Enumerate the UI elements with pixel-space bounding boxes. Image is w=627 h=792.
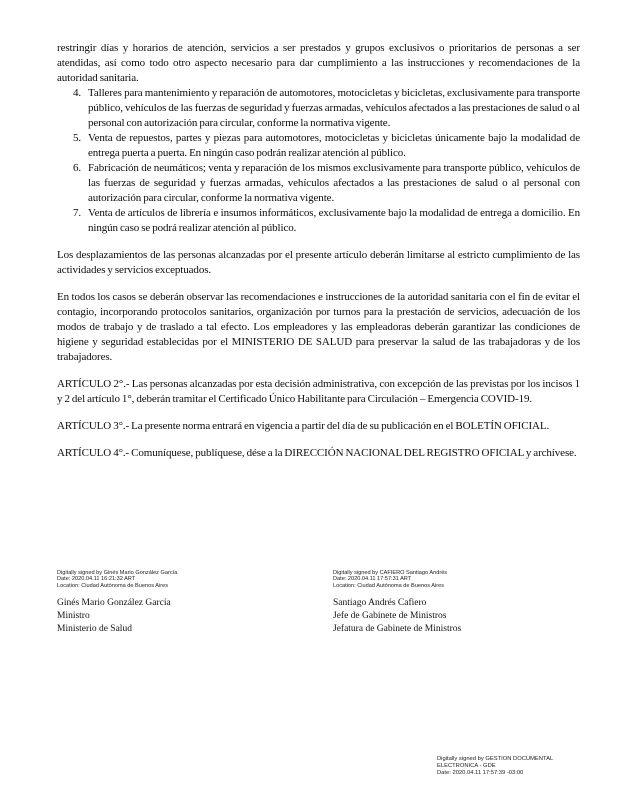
list-item-6 [57, 161, 580, 206]
document-body [57, 41, 580, 461]
signature-stamp-line: Date: 2020.04.11 17:57:31 ART [333, 576, 412, 583]
paragraph-recomendaciones: En todos los casos se deberán observar las recomendaciones e instrucciones de la autoridad sanitaria con el fin de evitar el contagio, incorporando protocolos sanitarios, organización por turnos para la prestación de servicios, adecuación de los modos de trabajo y de traslado a tal efecto. Los empleadores y las empleadoras deberán garantizar las condiciones de higiene y seguridad establecidas por el MINISTERIO DE SALUD para preservar la salud de las trabajadoras y de los trabajadores. [57, 291, 580, 363]
list-item-7-number: 7. [73, 207, 82, 219]
paragraph-articulo-2: ARTÍCULO 2°.- Las personas alcanzadas por esta decisión administrativa, con excepción de las previstas por los incisos 1 y 2 del artículo 1°, deberán tramitar el Certificado Único Habilitante para Circulación – Emergencia COVID-19. [57, 378, 580, 405]
gde-stamp-line: Digitally signed by GESTION DOCUMENTAL [437, 756, 554, 762]
list-item-5 [57, 131, 580, 161]
list-item-4-number: 4. [73, 87, 82, 99]
gde-stamp-line: ELECTRONICA - GDE [437, 763, 496, 769]
signature-stamp-line: Digitally signed by CAFIERO Santiago Andrés [333, 570, 448, 576]
list-item-6-text: Fabricación de neumáticos; venta y reparación de los mismos exclusivamente para transporte público, vehículos de las fuerzas de seguridad y fuerzas armadas, vehículos afectados a las prestaciones de salud o al personal con autorización para circular, conforme la normativa vigente. [88, 162, 580, 204]
paragraph-articulo-4: ARTÍCULO 4°.- Comuníquese, publíquese, dése a la DIRECCIÓN NACIONAL DEL REGISTRO OFICIAL y archívese. [57, 447, 577, 459]
paragraph-continuation: restringir días y horarios de atención, servicios a ser prestados y grupos exclusivos o prioritarios de personas a ser atendidas, así como todo otro aspecto necesario para dar cumplimiento a las instrucciones y recomendaciones de la autoridad sanitaria. [57, 42, 580, 84]
signer-name: Ginés Mario González García [57, 598, 171, 609]
paragraph-articulo-3: ARTÍCULO 3°.- La presente norma entrará en vigencia a partir del día de su publicación en el BOLETÍN OFICIAL. [57, 420, 550, 432]
signer-org: Ministerio de Salud [57, 624, 132, 635]
list-item-4 [57, 86, 580, 131]
signature-block-cafiero [333, 570, 573, 636]
numbered-list [57, 86, 580, 236]
list-item-7-text: Venta de artículos de librería e insumos informáticos, exclusivamente bajo la modalidad de entrega a domicilio. En ningún caso se podrá realizar atención al público. [88, 207, 580, 234]
list-item-7 [57, 206, 580, 236]
gde-digital-signature-stamp [437, 756, 607, 777]
signature-stamp-line: Digitally signed by Ginés Mario González García [57, 570, 178, 576]
signature-stamp-line: Location: Ciudad Autónoma de Buenos Aires [57, 582, 169, 589]
signer-role: Ministro [57, 611, 90, 622]
signature-block-gonzalez-garcia [57, 570, 297, 636]
list-item-4-text: Talleres para mantenimiento y reparación de automotores, motocicletas y bicicletas, exclusivamente para transporte público, vehículos de las fuerzas de seguridad y fuerzas armadas, vehículos afectados a las prestaciones de salud o al personal con autorización para circular, conforme la normativa vigente. [88, 87, 580, 129]
signer-name: Santiago Andrés Cafiero [333, 598, 427, 609]
list-item-6-number: 6. [73, 162, 82, 174]
paragraph-desplazamientos: Los desplazamientos de las personas alcanzadas por el presente artículo deberán limitarse al estricto cumplimiento de las actividades y servicios exceptuados. [57, 249, 580, 276]
list-item-5-number: 5. [73, 132, 82, 144]
list-item-5-text: Venta de repuestos, partes y piezas para automotores, motocicletas y bicicletas únicamente bajo la modalidad de entrega puerta a puerta. En ningún caso podrán realizar atención al público. [88, 132, 580, 159]
signer-role: Jefe de Gabinete de Ministros [333, 611, 447, 622]
signature-stamp-line: Date: 2020.04.11 16:21:32 ART [57, 576, 136, 583]
signer-org: Jefatura de Gabinete de Ministros [333, 624, 462, 635]
gde-stamp-line: Date: 2020.04.11 17:57:39 -03:00 [437, 770, 524, 776]
signature-stamp-line: Location: Ciudad Autónoma de Buenos Aires [333, 582, 445, 589]
